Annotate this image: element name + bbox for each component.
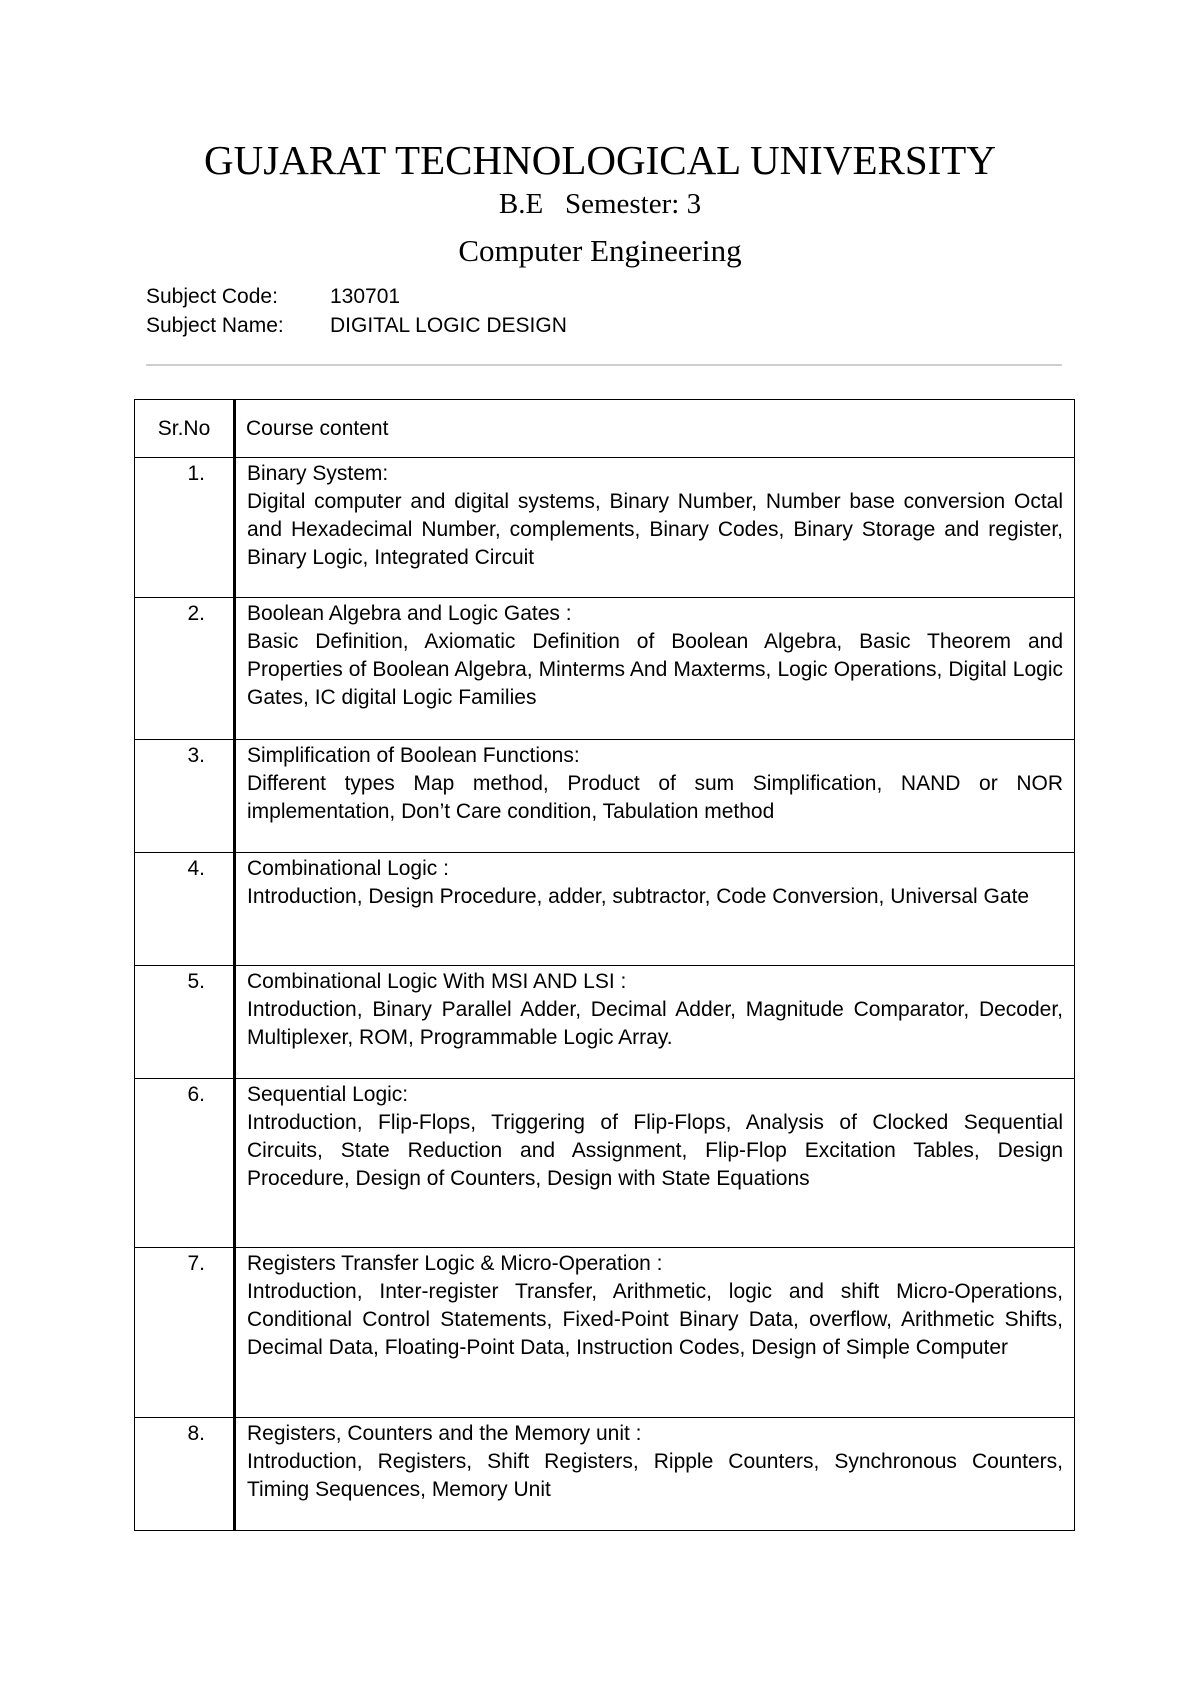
- subject-name-row: [146, 312, 567, 340]
- course-content-cell: [235, 853, 1075, 966]
- sr-no-cell: 8.: [135, 1418, 235, 1531]
- subject-code-value: 130701: [330, 285, 401, 308]
- sr-no-cell: 4.: [135, 853, 235, 966]
- university-title: GUJARAT TECHNOLOGICAL UNIVERSITY: [204, 137, 996, 183]
- table-row: [135, 1079, 1075, 1248]
- course-content-table: [134, 399, 1075, 1531]
- sr-no-header: Sr.No: [135, 400, 235, 458]
- topic-title: Boolean Algebra and Logic Gates :: [247, 602, 572, 625]
- course-content-cell: [235, 966, 1075, 1079]
- course-content-header: Course content: [235, 400, 1075, 458]
- table-row: [135, 740, 1075, 853]
- table-row: [135, 966, 1075, 1079]
- department-title: Computer Engineering: [458, 233, 742, 268]
- topic-title: Registers, Counters and the Memory unit :: [247, 1422, 642, 1445]
- topic-title: Combinational Logic With MSI AND LSI :: [247, 970, 627, 993]
- table-row: [135, 1248, 1075, 1418]
- course-content-cell: [235, 1248, 1075, 1418]
- topic-title: Sequential Logic:: [247, 1083, 409, 1106]
- course-content-cell: [235, 1418, 1075, 1531]
- topic-description: Introduction, Registers, Shift Registers, Ripple Counters, Synchronous Counters, Timing Sequences, Memory Unit: [247, 1450, 1063, 1501]
- topic-description: Introduction, Inter-register Transfer, Arithmetic, logic and shift Micro-Operations, Conditional Control Statements, Fixed-Point Binary Data, overflow, Arithmetic Shifts, Decimal Data, Floating-Point Data, Instruction Codes, Design of Simple Computer: [247, 1280, 1063, 1359]
- topic-description: Basic Definition, Axiomatic Definition of Boolean Algebra, Basic Theorem and Properties of Boolean Algebra, Minterms And Maxterms, Logic Operations, Digital Logic Gates, IC digital Logic Families: [247, 630, 1063, 709]
- subject-code-label: Subject Code:: [146, 285, 278, 308]
- subject-name-value: DIGITAL LOGIC DESIGN: [330, 314, 567, 337]
- topic-title: Combinational Logic :: [247, 857, 449, 880]
- semester-line: B.E Semester: 3: [498, 188, 702, 220]
- subject-name-label: Subject Name:: [146, 314, 284, 337]
- topic-description: Introduction, Design Procedure, adder, subtractor, Code Conversion, Universal Gate: [247, 885, 1030, 908]
- topic-description: Introduction, Binary Parallel Adder, Decimal Adder, Magnitude Comparator, Decoder, Multiplexer, ROM, Programmable Logic Array.: [247, 998, 1063, 1049]
- sr-no-cell: 5.: [135, 966, 235, 1079]
- topic-description: Introduction, Flip-Flops, Triggering of Flip-Flops, Analysis of Clocked Sequential Circuits, State Reduction and Assignment, Flip-Flop Excitation Tables, Design Procedure, Design of Counters, Design with State Equations: [247, 1111, 1063, 1190]
- table-row: [135, 458, 1075, 598]
- header-divider: [146, 364, 1062, 366]
- sr-no-cell: 1.: [135, 458, 235, 598]
- topic-description: Different types Map method, Product of sum Simplification, NAND or NOR implementation, Don’t Care condition, Tabulation method: [247, 772, 1063, 823]
- course-content-cell: [235, 1079, 1075, 1248]
- topic-title: Binary System:: [247, 462, 389, 485]
- table-row: [135, 1418, 1075, 1531]
- sr-no-cell: 3.: [135, 740, 235, 853]
- table-row: [135, 598, 1075, 740]
- table-row: [135, 853, 1075, 966]
- course-content-cell: [235, 740, 1075, 853]
- table-header-row: [135, 400, 1075, 458]
- topic-description: Digital computer and digital systems, Binary Number, Number base conversion Octal and Hexadecimal Number, complements, Binary Codes, Binary Storage and register, Binary Logic, Integrated Circuit: [247, 490, 1063, 569]
- topic-title: Simplification of Boolean Functions:: [247, 744, 580, 767]
- topic-title: Registers Transfer Logic & Micro-Operation :: [247, 1252, 663, 1275]
- course-content-cell: [235, 458, 1075, 598]
- subject-code-row: [146, 283, 400, 311]
- sr-no-cell: 7.: [135, 1248, 235, 1418]
- sr-no-cell: 6.: [135, 1079, 235, 1248]
- course-content-cell: [235, 598, 1075, 740]
- sr-no-cell: 2.: [135, 598, 235, 740]
